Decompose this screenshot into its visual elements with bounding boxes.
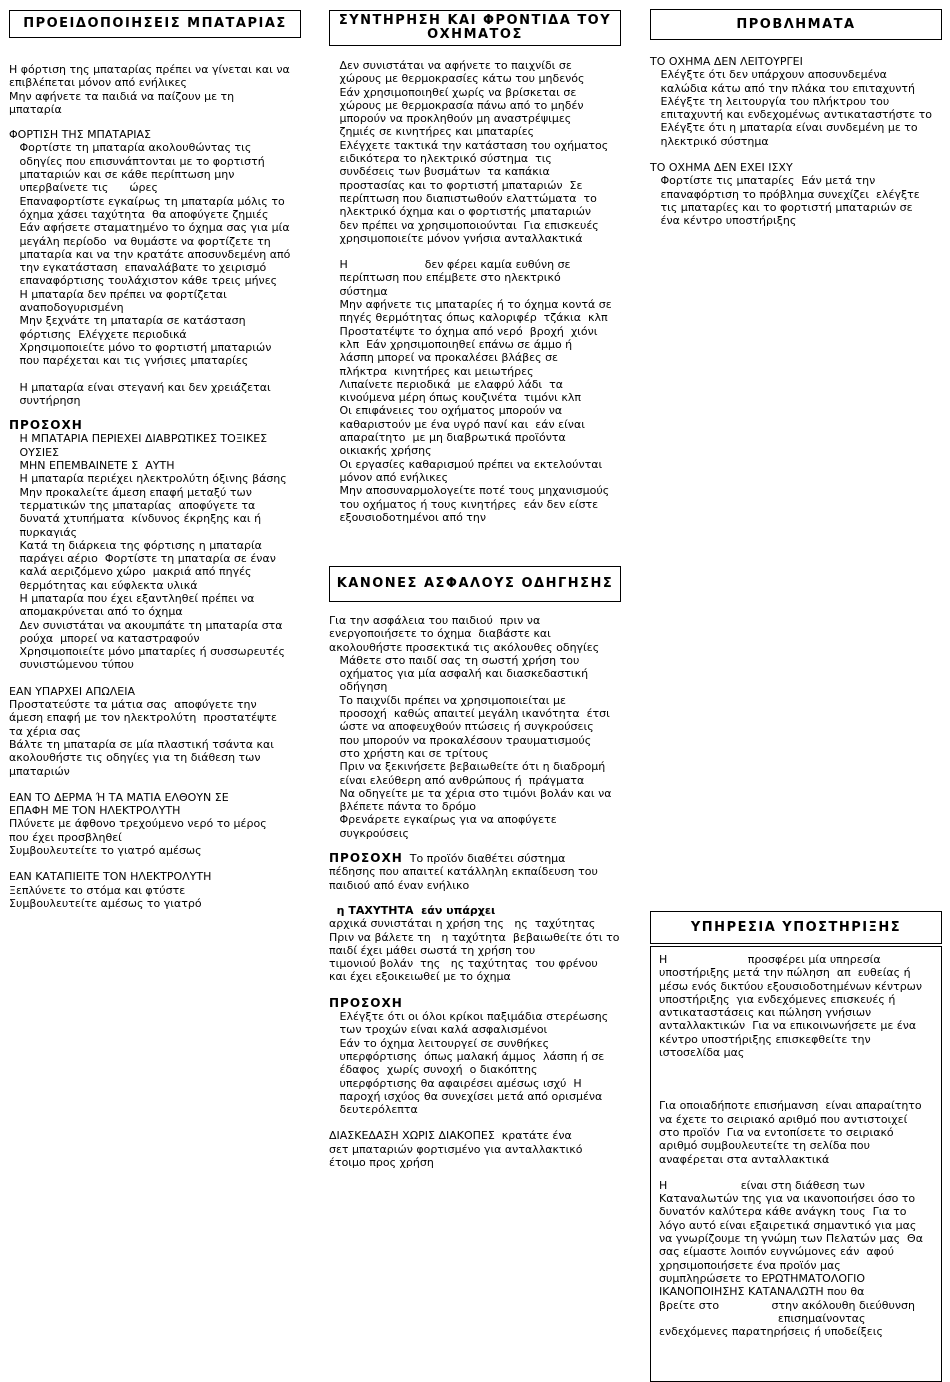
safety-intro: Για την ασφάλεια του παιδιού πριν να ενεργοποιήσετε το όχημα διαβάστε και ακολουθήστε προσεκτικά τις ακόλουθες οδηγίες (329, 614, 600, 654)
attention-brake (329, 852, 621, 892)
support-title: ΥΠΗΡΕΣΙΑ ΥΠΟΣΤΗΡΙΞΗΣ (650, 911, 942, 944)
fun-note: ΔΙΑΣΚΕΔΑΣΗ ΧΩΡΙΣ ΔΙΑΚΟΠΕΣ κρατάτε ένα σετ μπαταριών φορτισμένο για ανταλλακτικό έτοιμο προς χρήση (329, 1129, 583, 1169)
problem-no-power-body: Φορτίστε τις μπαταρίες Εάν μετά την επαναφόρτιση το πρόβλημα συνεχίζει ελέγξτε τις μπαταρίες και το φορτιστή μπαταριών σε ένα κέντρο υποστήριξης (660, 174, 920, 228)
support-paragraph-3: Η είναι στη διάθεση των Καταναλωτών της για να ικανοποιήσει όσο το δυνατόν καλύτερα κάθε ανάγκη τους Για το λόγο αυτό είναι εξαιρετικά σημαντικό για μας να γνωρίζουμε τη γνώμη των Πελατών μας Θα σας είμαστε λοιπόν ευγνώμονες εάν αφού χρησιμοποιήσετε ένα προϊόν μας συμπληρώσετε το ΕΡΩΤΗΜΑΤΟΛΟΓΙΟ ΙΚΑΝΟΠΟΙΗΣΗΣ ΚΑΤΑΝΑΛΩΤΗ που θα βρείτε στο στην ακόλουθη διεύθυνση επισημαίνοντας ενδεχόμενες παρατηρήσεις ή υποδείξεις (659, 1178, 923, 1339)
support-paragraph-1: Η προσφέρει μία υπηρεσία υποστήριξης μετά την πώληση απ ευθείας ή μέσω ενός δικτύου εξουσιοδοτημένων κέντρων υποστήριξης για ενδεχόμενες επισκευές ή αντικαταστάσεις και πώληση γνήσιων ανταλλακτικών Για να επικοινωνήσετε με ένα κέντρο υποστήριξης επισκεφθείτε την ιστοσελίδα μας (659, 953, 923, 1060)
leak-heading: ΕΑΝ ΥΠΑΡΧΕΙ ΑΠΩΛΕΙΑ (9, 684, 136, 698)
problems-title: ΠΡΟΒΛΗΜΑΤΑ (650, 9, 942, 40)
problem-no-power-heading: ΤΟ ΟΧΗΜΑ ΔΕΝ ΕΧΕΙ ΙΣΧΥ (650, 161, 793, 175)
leak-body: Προστατεύστε τα μάτια σας αποφύγετε την άμεση επαφή με τον ηλεκτρολύτη προστατέψτε τα χέρια σας Βάλτε τη μπαταρία σε μία πλαστική τσάντα και ακολουθήστε τις οδηγίες για τη διάθεση των μπαταριών (9, 698, 277, 778)
speed-body: αρχικά συνιστάται η χρήση της ης ταχύτητας Πριν να βάλετε τη η ταχύτητα βεβαιωθείτε ότι το παιδί έχει μάθει σωστά τη χρήση του τιμονιού βολάν της ης ταχύτητας του φρένου και έχει εξοικειωθεί με το όχημα (329, 917, 620, 984)
problem-not-working-body: Ελέγξτε ότι δεν υπάρχουν αποσυνδεμένα καλώδια κάτω από την πλάκα του επιταχυντή Ελέγξτε τη λειτουργία του πλήκτρου του επιταχυντή και ενδεχομένως αντικαταστήστε το Ελέγξτε ότι η μπαταρία είναι συνδεμένη με το ηλεκτρικό σύστημα (660, 68, 932, 148)
maintenance-body-2: Η δεν φέρει καμία ευθύνη σε περίπτωση που επέμβετε στο ηλεκτρικό σύστημα Μην αφήνετε τις μπαταρίες ή το όχημα κοντά σε πηγές θερμότητας όπως καλοριφέρ τζάκια κλπ Προστατέψτε το όχημα από νερό βροχή χιόνι κλπ Εάν χρησιμοποιηθεί επάνω σε άμμο ή λάσπη μπορεί να προκαλέσει βλάβες σε πλήκτρα κινητήρες και μειωτήρες Λιπαίνετε περιοδικά με ελαφρύ λάδι τα κινούμενα μέρη όπως κουζινέτα τιμόνι κλπ Οι επιφάνειες του οχήματος μπορούν να καθαριστούν με ένα υγρό πανί και εάν είναι απαραίτητο με μη διαβρωτικά προϊόντα οικιακής χρήσης Οι εργασίες καθαρισμού πρέπει να εκτελούνται μόνον από ενήλικες Μην αποσυναρμολογείτε ποτέ τους μηχανισμούς του οχήματος ή τους κινητήρες εάν δεν είστε εξουσιοδοτημένοι από την (339, 258, 612, 524)
column-safety (329, 566, 621, 1169)
battery-intro: Η φόρτιση της μπαταρίας πρέπει να γίνεται και να επιβλέπεται μόνον από ενήλικες Μην αφήνετε τα παιδιά να παίζουν με τη μπαταρία (9, 63, 290, 116)
speed-heading: η ΤΑΧΥΤΗΤΑ εάν υπάρχει (329, 903, 496, 917)
column-battery-warnings (9, 10, 301, 910)
warning-body: Η ΜΠΑΤΑΡΙΑ ΠΕΡΙΕΧΕΙ ΔΙΑΒΡΩΤΙΚΕΣ ΤΟΞΙΚΕΣ ΟΥΣΙΕΣ ΜΗΝ ΕΠΕΜΒΑΙΝΕΤΕ Σ ΑΥΤΗ Η μπαταρία περιέχει ηλεκτρολύτη όξινης βάσης Μην προκαλείτε άμεση επαφή μεταξύ των τερματικών της μπαταρίας αποφύγετε τα δυνατά χτυπήματα κίνδυνος έκρηξης και ή πυρκαγιάς Κατά τη διάρκεια της φόρτισης η μπαταρία παράγει αέριο Φορτίστε τη μπαταρία σε έναν καλά αεριζόμενο χώρο μακριά από πηγές θερμότητας και εύφλεκτα υλικά Η μπαταρία που έχει εξαντληθεί πρέπει να απομακρύνεται από το όχημα Δεν συνιστάται να ακουμπάτε τη μπαταρία στα ρούχα μπορεί να καταστραφούν Χρησιμοποιείτε μόνο μπαταρίες ή συσσωρευτές συνιστώμενου τύπου (19, 432, 287, 672)
battery-warnings-title: ΠΡΟΕΙΔΟΠΟΙΗΣΕΙΣ ΜΠΑΤΑΡΙΑΣ (9, 10, 301, 38)
waterproof-note: Η μπαταρία είναι στεγανή και δεν χρειάζεται συντήρηση (19, 380, 271, 407)
charging-body: Φορτίστε τη μπαταρία ακολουθώντας τις οδηγίες που επισυνάπτονται με το φορτιστή μπαταριών και σε κάθε περίπτωση μην υπερβαίνετε τις ώρες Επαναφορτίστε εγκαίρως τη μπαταρία μόλις το όχημα χάσει ταχύτητα θα αποφύγετε ζημιές Εάν αφήσετε σταματημένο το όχημα σας για μία μεγάλη περίοδο να θυμάστε να φορτίζετε τη μπαταρία και να την κρατάτε αποσυνδεμένη από την εγκατάσταση επαναλάβατε το χειρισμό επαναφόρτισης τουλάχιστον κάθε τρεις μήνες Η μπαταρία δεν πρέπει να φορτίζεται αναποδογυρισμένη Μην ξεχνάτε τη μπαταρία σε κατάσταση φόρτισης Ελέγχετε περιοδικά Χρησιμοποιείτε μόνο το φορτιστή μπαταριών που παρέχεται και τις γνήσιες μπαταρίες (19, 141, 291, 368)
safety-body: Μάθετε στο παιδί σας τη σωστή χρήση του οχήματος για μία ασφαλή και διασκεδαστική οδήγηση Το παιχνίδι πρέπει να χρησιμοποιείται με προσοχή καθώς απαιτεί μεγάλη ικανότητα έτσι ώστε να αποφευχθούν πτώσεις ή συγκρούσεις που μπορούν να προκαλέσουν τραυματισμούς στο χρήστη και σε τρίτους Πριν να ξεκινήσετε βεβαιωθείτε ότι η διαδρομή είναι ελεύθερη από ανθρώπους ή πράγματα Να οδηγείτε με τα χέρια στο τιμόνι βολάν και να βλέπετε πάντα το δρόμο Φρενάρετε εγκαίρως για να αποφύγετε συγκρούσεις (339, 653, 612, 840)
column-problems (650, 9, 942, 228)
charging-heading: ΦΟΡΤΙΣΗ ΤΗΣ ΜΠΑΤΑΡΙΑΣ (9, 128, 151, 142)
column-maintenance (329, 10, 621, 524)
attention-brake-body: Το προϊόν διαθέτει σύστημα πέδησης που απαιτεί κατάλληλη εκπαίδευση του παιδιού από έναν ενήλικο (329, 852, 598, 892)
support-paragraph-2: Για οποιαδήποτε επισήμανση είναι απαραίτητο να έχετε το σειριακό αριθμό που αντιστοιχεί στο προϊόν Για να εντοπίσετε το σειριακό αριθμό συμβουλευτείτε τη σελίδα που αναφέρεται στα ανταλλακτικά (659, 1099, 922, 1166)
swallow-heading: ΕΑΝ ΚΑΤΑΠΙΕΙΤΕ ΤΟΝ ΗΛΕΚΤΡΟΛΥΤΗ (9, 870, 212, 884)
attention-wheels-heading: ΠΡΟΣΟΧΗ (329, 995, 403, 1010)
support-box (650, 946, 942, 1382)
attention-wheels-body: Ελέγξτε ότι οι όλοι κρίκοι παξιμάδια στερέωσης των τροχών είναι καλά ασφαλισμένοι Εάν το όχημα λειτουργεί σε συνθήκες υπερφόρτισης όπως μαλακή άμμος λάσπη ή σε έδαφος χωρίς συνοχή ο διακόπτης υπερφόρτισης θα αφαιρέσει αμέσως ισχύ Η παροχή ισχύος θα συνεχίσει μετά από ορισμένα δευτερόλεπτα (339, 1010, 609, 1117)
warning-heading: ΠΡΟΣΟΧΗ (9, 418, 83, 433)
swallow-body: Ξεπλύνετε το στόμα και φτύστε Συμβουλευτείτε αμέσως το γιατρό (9, 883, 202, 910)
column-support (650, 911, 942, 1382)
problem-not-working-heading: ΤΟ ΟΧΗΜΑ ΔΕΝ ΛΕΙΤΟΥΡΓΕΙ (650, 55, 803, 68)
maintenance-body: Δεν συνιστάται να αφήνετε το παιχνίδι σε χώρους με θερμοκρασίες κάτω του μηδενός Εάν χρησιμοποιηθεί χωρίς να βρίσκεται σε χώρους με θερμοκρασία πάνω από το μηδέν μπορούν να προκληθούν μη αναστρέψιμες ζημιές σε κινητήρες και μπαταρίες Ελέγχετε τακτικά την κατάσταση του οχήματος ειδικότερα το ηλεκτρικό σύστημα τις συνδέσεις των βυσμάτων τα καπάκια προστασίας και το φορτιστή μπαταριών Σε περίπτωση που διαπιστωθούν ελαττώματα το ηλεκτρικό όχημα και ο φορτιστής μπαταριών δεν πρέπει να χρησιμοποιούνται Για επισκευές χρησιμοποιείτε μόνον γνήσια ανταλλακτικά (339, 59, 609, 245)
safety-title: ΚΑΝΟΝΕΣ ΑΣΦΑΛΟΥΣ ΟΔΗΓΗΣΗΣ (329, 566, 621, 602)
attention-brake-heading: ΠΡΟΣΟΧΗ (329, 851, 403, 866)
skin-contact-body: Πλύνετε με άφθονο τρεχούμενο νερό το μέρος που έχει προσβληθεί Συμβουλευτείτε το γιατρό αμέσως (9, 817, 267, 858)
skin-contact-heading: ΕΑΝ ΤΟ ΔΕΡΜΑ Ή ΤΑ ΜΑΤΙΑ ΕΛΘΟΥΝ ΣΕ ΕΠΑΦΗ ΜΕ ΤΟΝ ΗΛΕΚΤΡΟΛΥΤΗ (9, 790, 229, 818)
maintenance-title: ΣΥΝΤΗΡΗΣΗ ΚΑΙ ΦΡΟΝΤΙΔΑ ΤΟΥ ΟΧΗΜΑΤΟΣ (329, 10, 621, 46)
